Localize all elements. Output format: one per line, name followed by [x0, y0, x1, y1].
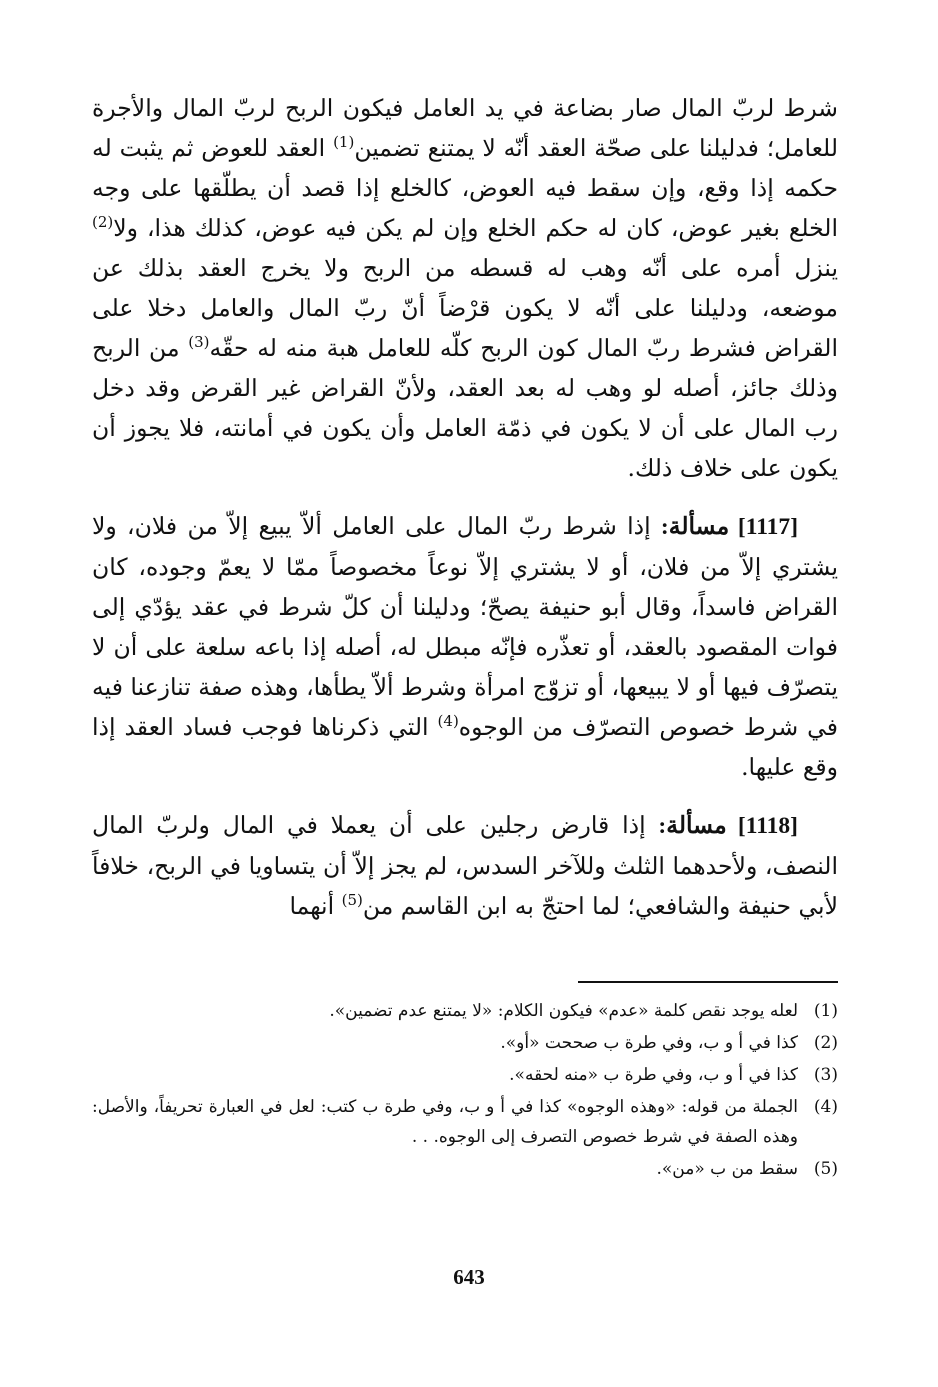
- footnote-text: كذا في أ و ب، وفي طرة ب «منه لحقه».: [509, 1065, 798, 1085]
- text-segment: إذا شرط ربّ المال على العامل ألاّ يبيع إلاّ من فلان، ولا يشتري إلاّ من فلان، أو لا يشتري إلاّ نوعاً مخصوصاً ممّا لا يعمّ وجوده، كان القراض فاسداً، وقال أبو حنيفة يصحّ؛ ودليلنا أن كلّ شرط في عقد يؤدّي إلى فوات المقصود بالعقد، أو تعذّره فإنّه مبطل له، أصله إذا باعه سلعة على أن لا يتصرّف فيها أو لا يبيعها، أو تزوّج امرأة وشرط ألاّ يطأها، وهذه صفة تنازعنا فيه في شرط خصوص التصرّف من الوجوه: [92, 512, 838, 741]
- footnote-text: لعله يوجد نقص كلمة «عدم» فيكون الكلام: «لا يمتنع عدم تضمين».: [329, 1001, 798, 1021]
- footnote-text: الجملة من قوله: «وهذه الوجوه» كذا في أ و ب، وفي طرة ب كتب: لعل في العبارة تحريفاً، والأصل: وهذه الصفة في شرط خصوص التصرف إلى الوجوه. . .: [92, 1097, 798, 1147]
- footnote-number: (5): [813, 1159, 838, 1179]
- text-segment: شرط لربّ المال صار بضاعة في يد العامل فيكون الربح لربّ المال والأجرة للعامل؛ فدليلنا على صحّة العقد أنّه لا يمتنع تضمين: [92, 94, 838, 162]
- paragraph-continuation: [92, 88, 838, 488]
- text-segment: ينزل أمره على أنّه وهب له قسطه من الربح ولا يخرج العقد بذلك عن موضعه، ودليلنا على أنّه لا يكون قرْضاً أنّ ربّ المال والعامل دخلا على القراض فشرط ربّ المال كون الربح كلّه للعامل هبة منه له حقّه: [92, 254, 838, 362]
- text-segment: أنهما: [289, 892, 342, 920]
- footnote-number: (2): [813, 1033, 838, 1053]
- footnote-separator: [578, 981, 838, 983]
- issue-1118-paragraph: [92, 805, 838, 926]
- text-segment: إذا قارض رجلين على أن يعملا في المال ولربّ المال النصف، ولأحدهما الثلث وللآخر السدس، لم يجز إلاّ أن يتساويا في الربح، خلافاً لأبي حنيفة والشافعي؛ لما احتجّ به ابن القاسم من: [92, 811, 838, 920]
- issue-1117-paragraph: [92, 506, 838, 787]
- page-number: 643: [453, 1265, 485, 1289]
- footnote-number: (3): [813, 1065, 838, 1085]
- main-text: [92, 88, 838, 926]
- footnote-number: (1): [813, 1001, 838, 1021]
- footnote-ref: (4): [437, 712, 459, 731]
- footnote-item: [92, 1028, 838, 1058]
- issue-label: [1117] مسألة:: [660, 514, 799, 540]
- footnote-item: [92, 1154, 838, 1184]
- footnotes: [92, 994, 838, 1186]
- footnote-ref: (5): [341, 891, 363, 910]
- text-segment: التي ذكرناها فوجب فساد العقد إذا وقع عليها.: [92, 713, 838, 781]
- issue-label: [1118] مسألة:: [658, 813, 798, 839]
- footnote-number: (4): [813, 1097, 838, 1117]
- footnote-ref: (1): [333, 133, 355, 152]
- footnote-text: كذا في أ و ب، وفي طرة ب صححت «أو».: [500, 1033, 798, 1053]
- footnote-item: [92, 1092, 838, 1152]
- footnote-item: [92, 1060, 838, 1090]
- text-segment: العقد للعوض ثم يثبت له حكمه إذا وقع، وإن سقط فيه العوض، كالخلع إذا قصد أن يطلّقها على وجه الخلع بغير عوض، كان له حكم الخلع وإن لم يكن فيه عوض، كذلك هذا، ولا: [92, 134, 838, 242]
- text-segment: من الربح وذلك جائز، أصله لو وهب له بعد العقد، ولأنّ القراض غير القرض وقد دخل رب المال على أن لا يكون في ذمّة العامل وأن يكون في أمانته، فلا يجوز أن يكون على خلاف ذلك.: [92, 334, 838, 482]
- footnote-ref: (2): [92, 213, 114, 232]
- footnote-text: سقط من ب «من».: [656, 1159, 798, 1179]
- footnote-ref: (3): [188, 333, 210, 352]
- footnote-item: [92, 996, 838, 1026]
